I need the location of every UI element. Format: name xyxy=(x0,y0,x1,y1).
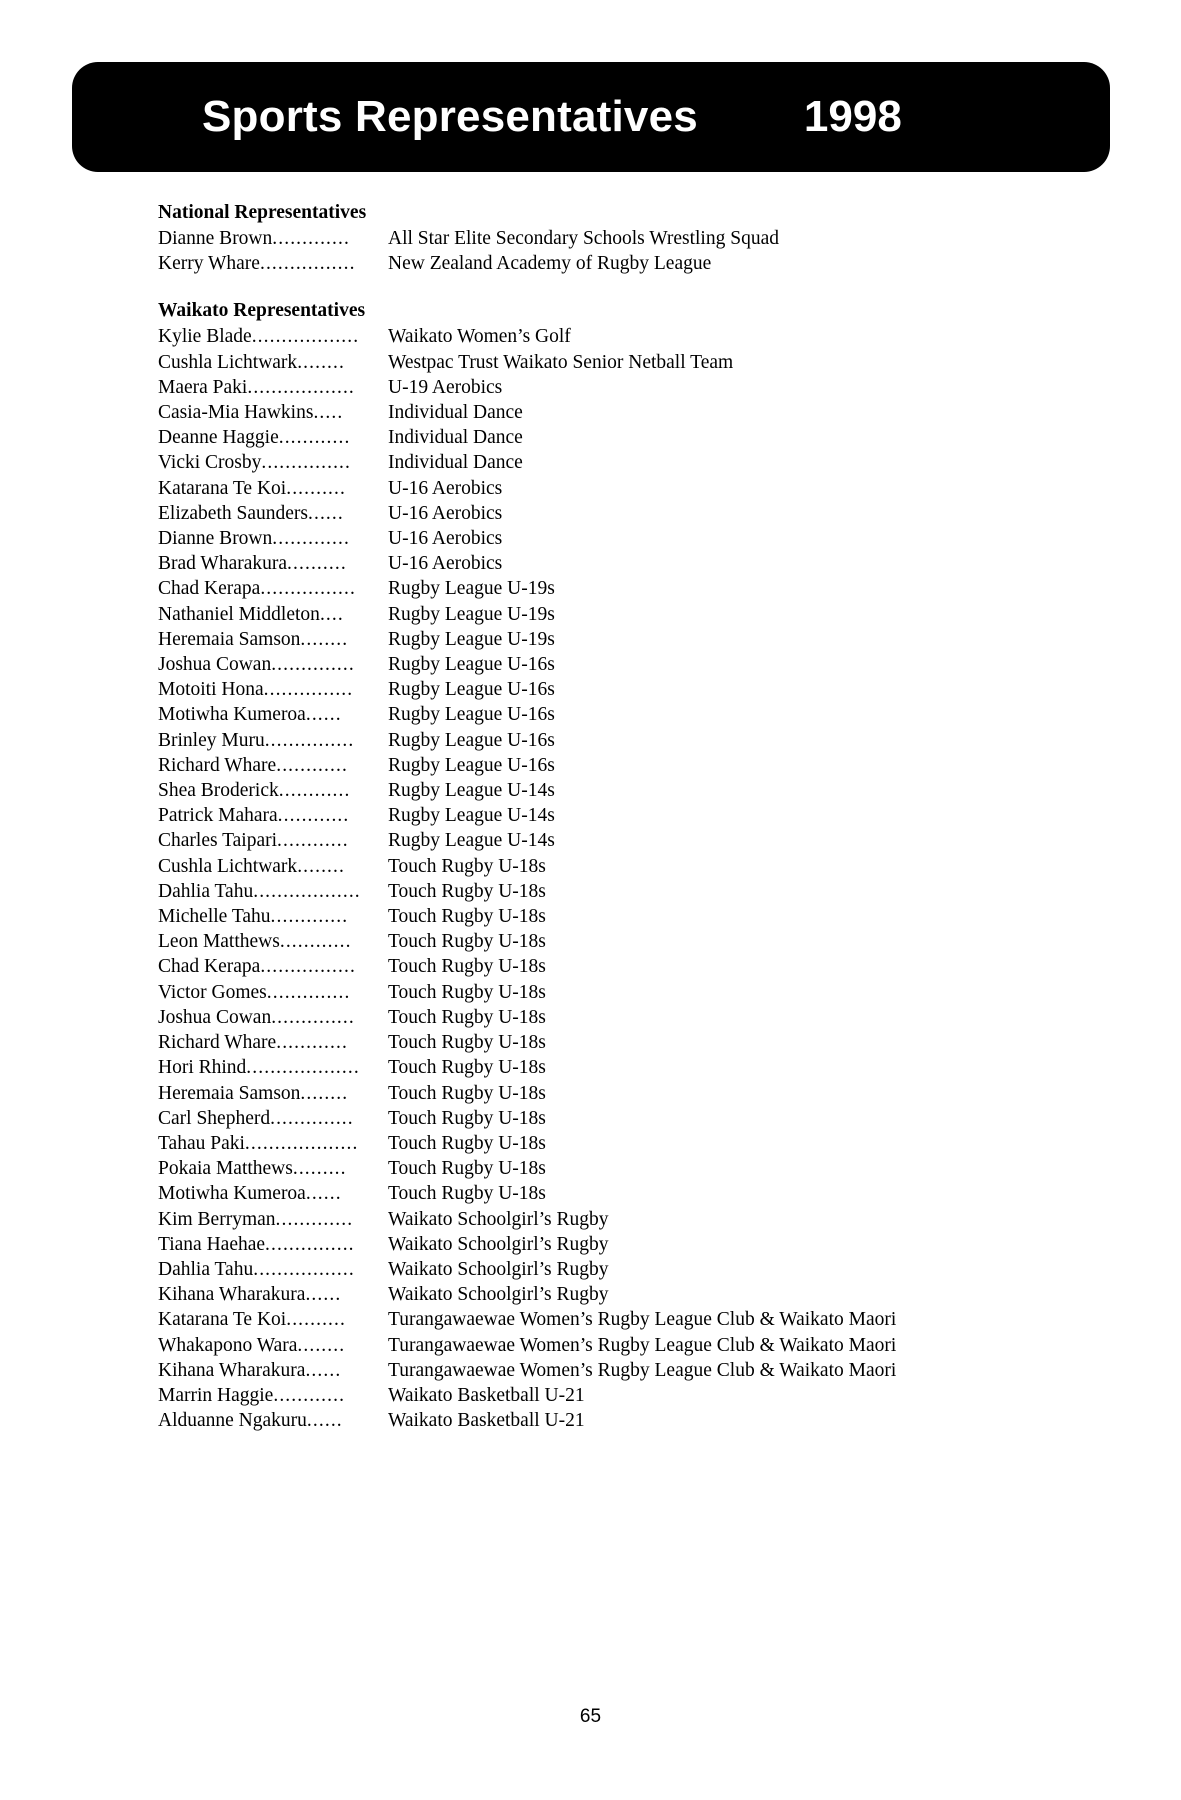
entry-name: Joshua Cowan xyxy=(158,1006,272,1028)
entry-value: Turangawaewae Women’s Rugby League Club & Waikato Maori xyxy=(388,1359,897,1381)
dot-leader: ............... xyxy=(265,1233,355,1255)
entry-name: Katarana Te Koi xyxy=(158,1309,287,1331)
entry-name: Heremaia Samson xyxy=(158,1082,301,1104)
list-item xyxy=(158,1030,1058,1055)
entry-name-cell xyxy=(158,627,386,652)
entry-value: Individual Dance xyxy=(388,402,523,424)
entry-name-cell xyxy=(158,904,386,929)
list-item xyxy=(158,576,1058,601)
list-item xyxy=(158,1358,1058,1383)
entry-list-national xyxy=(158,226,1058,276)
entry-name-cell xyxy=(158,1257,386,1282)
entry-value: Individual Dance xyxy=(388,452,523,474)
list-item xyxy=(158,854,1058,879)
entry-name-cell xyxy=(158,652,386,677)
banner-text-group xyxy=(202,92,902,142)
list-item xyxy=(158,954,1058,979)
list-item xyxy=(158,1005,1058,1030)
dot-leader: ........ xyxy=(297,855,345,877)
entry-name-cell xyxy=(158,702,386,727)
entry-name: Motiwha Kumeroa xyxy=(158,1183,306,1205)
entry-name-cell xyxy=(158,778,386,803)
dot-leader: .......... xyxy=(286,1309,346,1331)
list-item xyxy=(158,1207,1058,1232)
dot-leader: ............ xyxy=(273,1384,346,1406)
list-item xyxy=(158,1333,1058,1358)
entry-name-cell xyxy=(158,879,386,904)
entry-name-cell xyxy=(158,1156,386,1181)
entry-value: Rugby League U-16s xyxy=(388,654,555,676)
list-item xyxy=(158,929,1058,954)
dot-leader: ............ xyxy=(279,931,352,953)
entry-name: Casia-Mia Hawkins xyxy=(158,402,314,424)
entry-name-cell xyxy=(158,350,386,375)
list-item xyxy=(158,324,1058,349)
list-item xyxy=(158,1383,1058,1408)
entry-value: Waikato Schoolgirl’s Rugby xyxy=(388,1208,609,1230)
entry-value: Rugby League U-16s xyxy=(388,679,555,701)
entry-name: Maera Paki xyxy=(158,376,248,398)
list-item xyxy=(158,1081,1058,1106)
entry-name: Alduanne Ngakuru xyxy=(158,1410,307,1432)
dot-leader: ............... xyxy=(263,679,354,701)
entry-value: Rugby League U-19s xyxy=(388,628,555,650)
entry-name: Richard Whare xyxy=(158,1032,277,1054)
entry-name: Elizabeth Saunders xyxy=(158,502,308,524)
entry-name: Katarana Te Koi xyxy=(158,477,287,499)
entry-value: Waikato Schoolgirl’s Rugby xyxy=(388,1233,609,1255)
entry-name: Chad Kerapa xyxy=(158,956,261,978)
entry-value: Touch Rugby U-18s xyxy=(388,1158,546,1180)
entry-value: Touch Rugby U-18s xyxy=(388,956,546,978)
entry-name-cell xyxy=(158,753,386,778)
entry-value: Touch Rugby U-18s xyxy=(388,1057,546,1079)
dot-leader: ........ xyxy=(297,351,345,373)
dot-leader: .................. xyxy=(251,326,360,348)
entry-name-cell xyxy=(158,576,386,601)
list-item xyxy=(158,803,1058,828)
dot-leader: .......... xyxy=(286,477,346,499)
entry-value: Waikato Basketball U-21 xyxy=(388,1410,585,1432)
dot-leader: .......... xyxy=(287,553,347,575)
list-item xyxy=(158,526,1058,551)
page-number: 65 xyxy=(579,1706,602,1727)
entry-name: Michelle Tahu xyxy=(158,906,271,928)
entry-name: Shea Broderick xyxy=(158,780,279,802)
entry-name-cell xyxy=(158,1333,386,1358)
entry-name: Cushla Lichtwark xyxy=(158,855,298,877)
entry-name-cell xyxy=(158,450,386,475)
entry-name: Kihana Wharakura xyxy=(158,1359,306,1381)
entry-name: Pokaia Matthews xyxy=(158,1158,293,1180)
list-item xyxy=(158,551,1058,576)
entry-name: Charles Taipari xyxy=(158,830,278,852)
entry-value: U-16 Aerobics xyxy=(388,553,503,575)
entry-name-cell xyxy=(158,551,386,576)
dot-leader: ..... xyxy=(313,402,344,424)
list-item xyxy=(158,904,1058,929)
entry-name: Cushla Lichtwark xyxy=(158,351,298,373)
entry-name-cell xyxy=(158,375,386,400)
dot-leader: ...... xyxy=(305,1359,342,1381)
entry-name-cell xyxy=(158,501,386,526)
entry-value: Touch Rugby U-18s xyxy=(388,880,546,902)
entry-name-cell xyxy=(158,1232,386,1257)
dot-leader: ...... xyxy=(305,1183,342,1205)
entry-value: U-16 Aerobics xyxy=(388,477,503,499)
list-item xyxy=(158,501,1058,526)
entry-name: Whakapono Wara xyxy=(158,1334,298,1356)
dot-leader: .............. xyxy=(270,1107,354,1129)
entry-list-waikato xyxy=(158,324,1058,1433)
entry-name-cell xyxy=(158,1181,386,1206)
document-content xyxy=(158,200,1058,1433)
list-item xyxy=(158,1106,1058,1131)
entry-name: Tahau Paki xyxy=(158,1132,245,1154)
entry-value: Waikato Schoolgirl’s Rugby xyxy=(388,1284,609,1306)
entry-value: Westpac Trust Waikato Senior Netball Team xyxy=(388,351,734,373)
dot-leader: ............ xyxy=(276,1032,348,1054)
entry-name-cell xyxy=(158,1005,386,1030)
dot-leader: ............. xyxy=(272,528,350,550)
entry-value: Touch Rugby U-18s xyxy=(388,981,546,1003)
entry-name-cell xyxy=(158,854,386,879)
entry-value: Touch Rugby U-18s xyxy=(388,1183,546,1205)
section-heading: National Representatives xyxy=(158,202,367,223)
entry-value: Rugby League U-19s xyxy=(388,578,555,600)
dot-leader: ................ xyxy=(259,253,356,275)
entry-name-cell xyxy=(158,602,386,627)
entry-name: Marrin Haggie xyxy=(158,1384,274,1406)
dot-leader: ................. xyxy=(253,1258,355,1280)
list-item xyxy=(158,652,1058,677)
dot-leader: .............. xyxy=(266,981,351,1003)
entry-value: Turangawaewae Women’s Rugby League Club & Waikato Maori xyxy=(388,1309,897,1331)
entry-value: Rugby League U-14s xyxy=(388,780,555,802)
list-item xyxy=(158,350,1058,375)
entry-name-cell xyxy=(158,828,386,853)
dot-leader: ............. xyxy=(270,906,349,928)
entry-name: Leon Matthews xyxy=(158,931,280,953)
entry-value: Touch Rugby U-18s xyxy=(388,931,546,953)
list-item xyxy=(158,728,1058,753)
dot-leader: ................ xyxy=(260,578,356,600)
list-item xyxy=(158,226,1058,251)
entry-name: Kerry Whare xyxy=(158,253,260,275)
list-item xyxy=(158,602,1058,627)
entry-value: Touch Rugby U-18s xyxy=(388,1132,546,1154)
dot-leader: ............... xyxy=(261,452,351,474)
entry-name: Dahlia Tahu xyxy=(158,880,254,902)
list-item xyxy=(158,375,1058,400)
dot-leader: ...... xyxy=(305,1284,342,1306)
entry-name: Dahlia Tahu xyxy=(158,1258,254,1280)
entry-name: Vicki Crosby xyxy=(158,452,262,474)
dot-leader: .................. xyxy=(247,376,355,398)
section-heading: Waikato Representatives xyxy=(158,300,366,322)
entry-name: Brinley Muru xyxy=(158,729,265,751)
entry-name: Hori Rhind xyxy=(158,1057,247,1079)
entry-name-cell xyxy=(158,803,386,828)
entry-name-cell xyxy=(158,677,386,702)
entry-value: All Star Elite Secondary Schools Wrestling Squad xyxy=(388,228,779,249)
entry-value: Turangawaewae Women’s Rugby League Club & Waikato Maori xyxy=(388,1334,897,1356)
entry-name-cell xyxy=(158,526,386,551)
dot-leader: ............. xyxy=(272,228,350,249)
list-item xyxy=(158,1408,1058,1433)
list-item xyxy=(158,627,1058,652)
entry-name: Motoiti Hona xyxy=(158,679,264,701)
page-header-banner xyxy=(72,62,1110,172)
entry-name-cell xyxy=(158,1081,386,1106)
entry-value: U-16 Aerobics xyxy=(388,502,503,524)
entry-value: Touch Rugby U-18s xyxy=(388,906,546,928)
list-item xyxy=(158,1282,1058,1307)
list-item xyxy=(158,778,1058,803)
dot-leader: ................... xyxy=(244,1132,359,1154)
dot-leader: ............ xyxy=(278,427,351,449)
entry-name-cell xyxy=(158,1106,386,1131)
list-item xyxy=(158,251,1058,276)
list-item xyxy=(158,1232,1058,1257)
dot-leader: ............ xyxy=(278,780,351,802)
list-item xyxy=(158,980,1058,1005)
list-item xyxy=(158,1055,1058,1080)
page-title: Sports Representatives xyxy=(202,92,698,141)
entry-name-cell xyxy=(158,1282,386,1307)
entry-value: Touch Rugby U-18s xyxy=(388,1032,546,1054)
entry-value: Waikato Schoolgirl’s Rugby xyxy=(388,1258,609,1280)
entry-value: Touch Rugby U-18s xyxy=(388,1107,546,1129)
list-item xyxy=(158,1181,1058,1206)
entry-name: Chad Kerapa xyxy=(158,578,261,600)
entry-name-cell xyxy=(158,476,386,501)
list-item xyxy=(158,1131,1058,1156)
dot-leader: ................ xyxy=(260,956,356,978)
dot-leader: ........ xyxy=(300,628,349,650)
entry-name-cell xyxy=(158,1207,386,1232)
entry-name: Joshua Cowan xyxy=(158,654,272,676)
entry-name: Dianne Brown xyxy=(158,528,273,550)
entry-value: Rugby League U-19s xyxy=(388,603,555,625)
dot-leader: ........ xyxy=(297,1334,346,1356)
entry-value: Rugby League U-16s xyxy=(388,704,555,726)
entry-name-cell xyxy=(158,980,386,1005)
dot-leader: ............ xyxy=(276,754,348,776)
list-item xyxy=(158,879,1058,904)
entry-name-cell xyxy=(158,1383,386,1408)
entry-name: Richard Whare xyxy=(158,754,277,776)
list-item xyxy=(158,1257,1058,1282)
dot-leader: ............... xyxy=(264,729,355,751)
entry-value: U-19 Aerobics xyxy=(388,376,503,398)
entry-name: Nathaniel Middleton xyxy=(158,603,320,625)
entry-name-cell xyxy=(158,1131,386,1156)
entry-value: Rugby League U-16s xyxy=(388,729,555,751)
list-item xyxy=(158,828,1058,853)
entry-value: U-16 Aerobics xyxy=(388,528,503,550)
dot-leader: .................. xyxy=(253,880,361,902)
entry-name: Kihana Wharakura xyxy=(158,1284,306,1306)
dot-leader: ...... xyxy=(308,502,344,524)
dot-leader: ...... xyxy=(305,704,342,726)
dot-leader: ............. xyxy=(275,1208,354,1230)
entry-value: Waikato Basketball U-21 xyxy=(388,1384,585,1406)
entry-value: Touch Rugby U-18s xyxy=(388,1082,546,1104)
entry-name: Dianne Brown xyxy=(158,228,273,249)
entry-name-cell xyxy=(158,954,386,979)
section-waikato-representatives xyxy=(158,298,1058,1433)
entry-value: Touch Rugby U-18s xyxy=(388,855,546,877)
list-item xyxy=(158,702,1058,727)
list-item xyxy=(158,425,1058,450)
entry-name: Carl Shepherd xyxy=(158,1107,271,1129)
dot-leader: ......... xyxy=(292,1158,347,1180)
entry-name: Motiwha Kumeroa xyxy=(158,704,306,726)
entry-name-cell xyxy=(158,1358,386,1383)
page-year: 1998 xyxy=(803,92,902,141)
entry-value: Rugby League U-16s xyxy=(388,754,555,776)
entry-name-cell xyxy=(158,324,386,349)
list-item xyxy=(158,400,1058,425)
dot-leader: ...... xyxy=(306,1410,343,1432)
list-item xyxy=(158,753,1058,778)
entry-value: Touch Rugby U-18s xyxy=(388,1006,546,1028)
entry-value: Rugby League U-14s xyxy=(388,830,555,852)
entry-name-cell xyxy=(158,400,386,425)
dot-leader: .... xyxy=(319,603,344,625)
dot-leader: ................... xyxy=(246,1057,360,1079)
section-national-representatives xyxy=(158,200,1058,276)
entry-name-cell xyxy=(158,1055,386,1080)
entry-name: Brad Wharakura xyxy=(158,553,288,575)
entry-name: Tiana Haehae xyxy=(158,1233,266,1255)
entry-value: New Zealand Academy of Rugby League xyxy=(388,253,712,275)
entry-name: Kim Berryman xyxy=(158,1208,276,1230)
dot-leader: ............ xyxy=(277,805,350,827)
entry-name-cell xyxy=(158,1030,386,1055)
list-item xyxy=(158,476,1058,501)
entry-name: Heremaia Samson xyxy=(158,628,301,650)
entry-name: Kylie Blade xyxy=(158,326,252,348)
entry-value: Rugby League U-14s xyxy=(388,805,555,827)
dot-leader: .............. xyxy=(271,654,355,676)
entry-name-cell xyxy=(158,1307,386,1332)
list-item xyxy=(158,677,1058,702)
entry-name: Deanne Haggie xyxy=(158,427,279,449)
entry-name-cell xyxy=(158,226,386,251)
dot-leader: ............ xyxy=(277,830,349,852)
entry-value: Individual Dance xyxy=(388,427,523,449)
entry-name-cell xyxy=(158,929,386,954)
entry-name-cell xyxy=(158,728,386,753)
dot-leader: .............. xyxy=(271,1006,355,1028)
entry-value: Waikato Women’s Golf xyxy=(388,326,571,348)
entry-name: Patrick Mahara xyxy=(158,805,278,827)
list-item xyxy=(158,450,1058,475)
entry-name: Victor Gomes xyxy=(158,981,267,1003)
entry-name-cell xyxy=(158,1408,386,1433)
entry-name-cell xyxy=(158,251,386,276)
dot-leader: ........ xyxy=(300,1082,349,1104)
list-item xyxy=(158,1307,1058,1332)
list-item xyxy=(158,1156,1058,1181)
entry-name-cell xyxy=(158,425,386,450)
